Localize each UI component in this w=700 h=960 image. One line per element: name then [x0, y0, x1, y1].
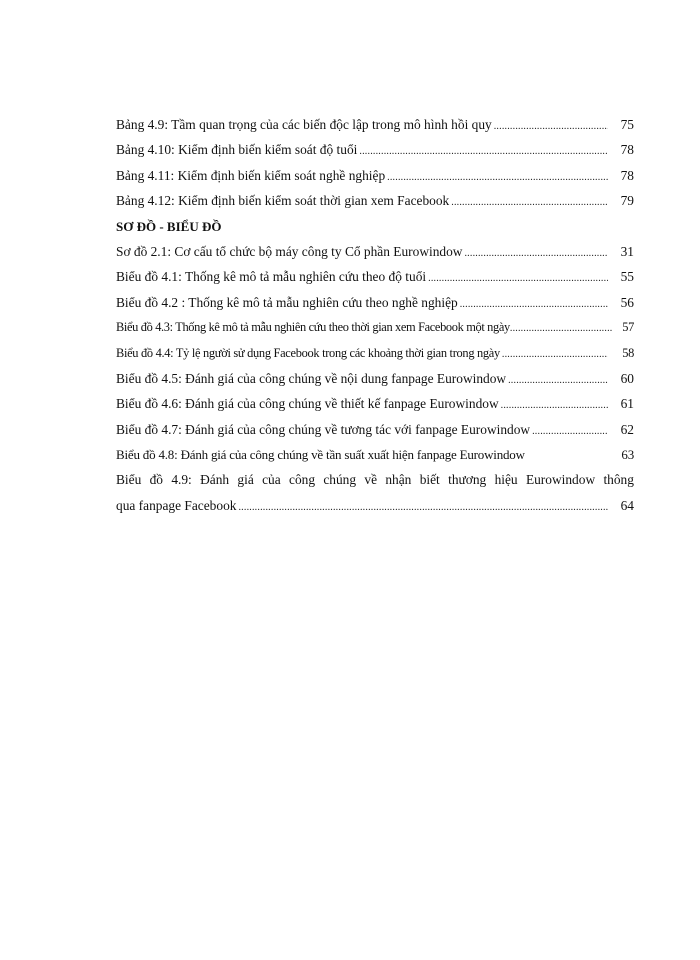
toc-entry-label: Biểu đồ 4.7: Đánh giá của công chúng về tương tác với fanpage Eurowindow — [116, 421, 531, 437]
toc-leader-dots — [359, 139, 608, 164]
toc-word: công — [289, 472, 316, 488]
toc-leader-dots — [451, 190, 608, 215]
toc-word: thông — [603, 472, 634, 488]
toc-page-number: 62 — [620, 421, 634, 437]
toc-leader-dots — [508, 368, 608, 393]
toc-page-number: 60 — [620, 370, 634, 386]
toc-entry-label: Bảng 4.12: Kiểm định biến kiểm soát thời gian xem Facebook — [116, 193, 450, 209]
toc-entry[interactable] — [116, 417, 634, 442]
toc-entry-label: Biểu đồ 4.5: Đánh giá của công chúng về nội dung fanpage Eurowindow — [116, 370, 507, 386]
toc-entry-label: Biểu đồ 4.2 : Thống kê mô tả mẫu nghiên cứu theo nghề nghiệp — [116, 294, 458, 310]
toc-word: hiệu — [494, 472, 518, 488]
toc-entry[interactable] — [116, 137, 634, 162]
toc-leader-dots — [428, 266, 608, 291]
toc-entry[interactable] — [116, 188, 634, 213]
toc-word: đồ — [149, 472, 163, 488]
toc-entry-label: Bảng 4.11: Kiểm định biến kiểm soát nghề nghiệp — [116, 167, 386, 183]
toc-entry-label: Biểu đồ 4.4: Tỷ lệ người sử dụng Facebook trong các khoảng thời gian trong ngày — [116, 345, 500, 360]
toc-page-number: 78 — [620, 142, 634, 158]
toc-entry-label: qua fanpage Facebook — [116, 497, 237, 513]
toc-word: Đánh — [200, 472, 230, 488]
toc-leader-dots — [494, 114, 608, 139]
toc-entry[interactable] — [116, 163, 634, 188]
toc-leader-dots — [460, 292, 608, 317]
toc-entry[interactable] — [116, 315, 634, 340]
toc-page-number: 64 — [620, 497, 634, 513]
toc-leader-dots — [502, 342, 608, 367]
toc-page-number: 78 — [620, 167, 634, 183]
toc-entry[interactable] — [116, 112, 634, 137]
toc-word: thương — [448, 472, 487, 488]
toc-entry-wrapped-line[interactable] — [116, 467, 634, 492]
toc-page-number: 57 — [622, 320, 634, 335]
toc-page-number: 75 — [620, 117, 634, 132]
toc-page-number: 79 — [620, 193, 634, 209]
toc-word: biết — [419, 472, 440, 488]
toc-word: Eurowindow — [525, 472, 596, 488]
toc-leader-dots — [387, 165, 608, 190]
toc-page-number: 61 — [620, 396, 634, 412]
toc-entry-label: Bảng 4.10: Kiểm định biến kiểm soát độ tuổi — [116, 142, 358, 158]
toc-page-number: 58 — [622, 345, 634, 360]
toc-page-number: 55 — [620, 269, 634, 285]
table-of-contents — [116, 112, 634, 518]
toc-entry-label: Biểu đồ 4.1: Thống kê mô tả mẫu nghiên cứu theo độ tuổi — [116, 269, 427, 285]
toc-entry-continuation[interactable] — [116, 493, 634, 518]
toc-word: chúng — [323, 472, 357, 488]
toc-entry[interactable] — [116, 391, 634, 416]
toc-word: giá — [237, 472, 254, 488]
toc-word: 4.9: — [171, 472, 192, 488]
toc-entry[interactable] — [116, 341, 634, 366]
toc-leader-dots — [238, 495, 608, 520]
toc-page-number: 56 — [620, 294, 634, 310]
toc-entry-label: Bảng 4.9: Tầm quan trọng của các biến độc lập trong mô hình hồi quy — [116, 117, 492, 132]
toc-entry[interactable] — [116, 264, 634, 289]
toc-entry[interactable] — [116, 366, 634, 391]
toc-word: của — [262, 472, 281, 488]
toc-page-number: 31 — [620, 243, 634, 259]
toc-entry-label: Sơ đồ 2.1: Cơ cấu tổ chức bộ máy công ty Cổ phần Eurowindow — [116, 243, 463, 259]
toc-entry-label: Biểu đồ 4.6: Đánh giá của công chúng về thiết kế fanpage Eurowindow — [116, 396, 499, 412]
toc-entry-label: Biểu đồ 4.3: Thống kê mô tả mẫu nghiên cứu theo thời gian xem Facebook một ngày — [116, 320, 510, 335]
section-heading: SƠ ĐỒ - BIỂU ĐỒ — [116, 218, 222, 234]
toc-word: về — [364, 472, 378, 488]
toc-entry-label: Biểu đồ 4.8: Đánh giá của công chúng về tần suất xuất hiện fanpage Eurowindow — [116, 447, 525, 463]
toc-leader-dots — [532, 419, 608, 444]
toc-leader-dots — [510, 316, 612, 341]
toc-entry[interactable] — [116, 442, 634, 467]
toc-leader-dots — [464, 241, 608, 266]
toc-word: Biểu — [116, 472, 142, 488]
toc-entry[interactable] — [116, 239, 634, 264]
toc-page-number: 63 — [621, 447, 634, 463]
toc-leader-dots — [501, 393, 608, 418]
toc-word: nhận — [385, 472, 412, 488]
toc-entry[interactable] — [116, 290, 634, 315]
